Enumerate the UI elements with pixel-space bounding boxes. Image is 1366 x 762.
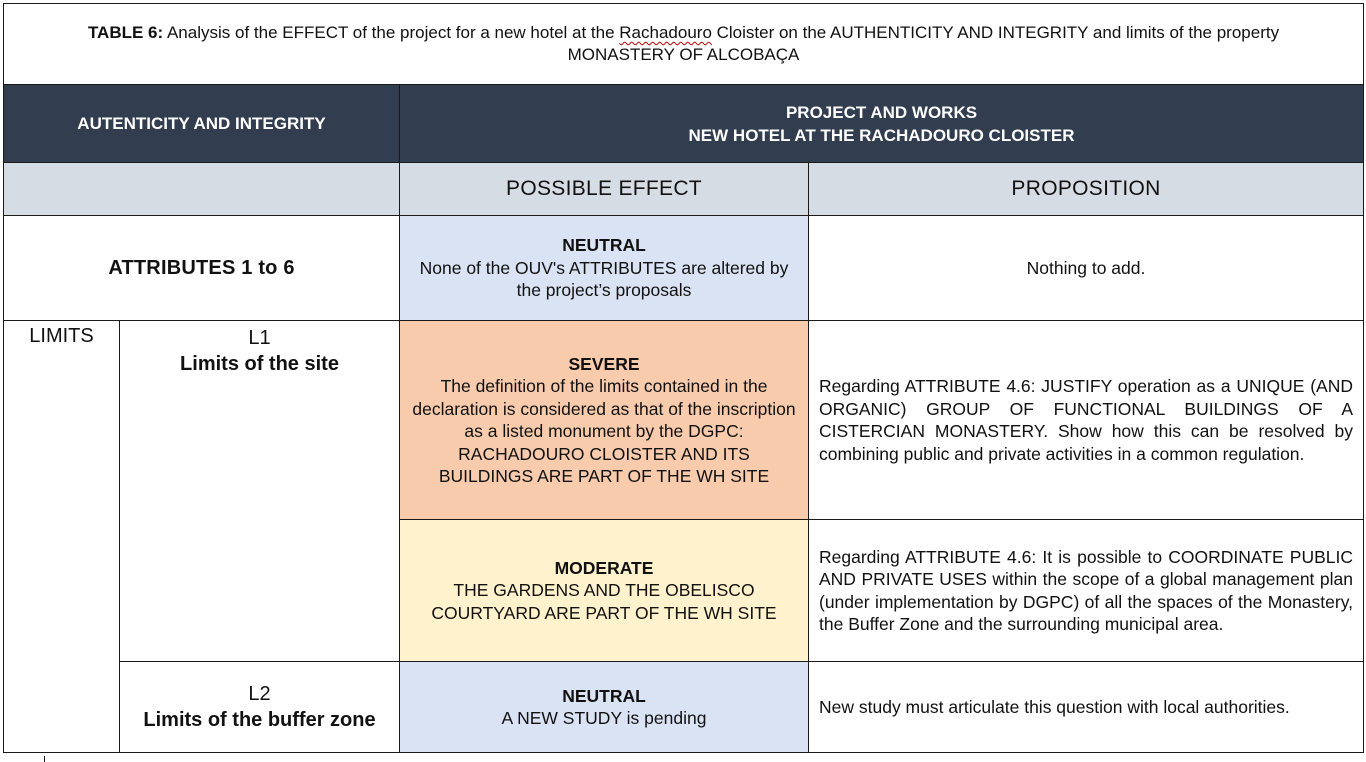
- title-row: [4, 4, 1364, 85]
- effect-level-severe: SEVERE: [568, 353, 640, 374]
- header-project-line2: NEW HOTEL AT THE RACHADOURO CLOISTER: [688, 125, 1075, 145]
- l1-severe-effect-text: The definition of the limits contained in the declaration is considered as that of the inscription as a listed monument by the DGPC: RACHADOURO CLOISTER AND ITS BUILDINGS ARE PART OF THE WH SITE: [412, 376, 796, 486]
- effect-analysis-table: [3, 3, 1364, 753]
- subheader-proposition: PROPOSITION: [809, 163, 1364, 216]
- attributes-effect-cell: [400, 216, 809, 321]
- page-edge-mark: [44, 756, 45, 762]
- l1-moderate-proposition: Regarding ATTRIBUTE 4.6: It is possible to COORDINATE PUBLIC AND PRIVATE USES within the scope of a global management plan (under implementation by DGPC) of all the spaces of the Monastery, the Buffer Zone and the surrounding municipal area.: [809, 520, 1364, 662]
- l2-effect-cell: [400, 662, 809, 753]
- l1-label: [120, 321, 400, 662]
- subheader-row: [4, 163, 1364, 216]
- header-authenticity: AUTENTICITY AND INTEGRITY: [4, 85, 400, 163]
- l1-severe-proposition: Regarding ATTRIBUTE 4.6: JUSTIFY operation as a UNIQUE (AND ORGANIC) GROUP OF FUNCTIONAL BUILDINGS OF A CISTERCIAN MONASTERY. Show how this can be resolved by combining public and private activities in a common regulation.: [809, 321, 1364, 520]
- l2-label: [120, 662, 400, 753]
- l1-moderate-effect-cell: [400, 520, 809, 662]
- table-row-attributes: [4, 216, 1364, 321]
- l1-severe-effect-cell: [400, 321, 809, 520]
- limits-label: LIMITS: [4, 321, 120, 753]
- l2-proposition: New study must articulate this question with local authorities.: [809, 662, 1364, 753]
- attributes-label: ATTRIBUTES 1 to 6: [4, 216, 400, 321]
- header-project: [400, 85, 1364, 163]
- l2-name: Limits of the buffer zone: [143, 709, 376, 731]
- l1-moderate-effect-text: THE GARDENS AND THE OBELISCO COURTYARD ARE PART OF THE WH SITE: [431, 580, 777, 623]
- subheader-empty: [4, 163, 400, 216]
- l2-effect-text: A NEW STUDY is pending: [501, 708, 707, 728]
- header-project-line1: PROJECT AND WORKS: [785, 102, 978, 122]
- title-text-after: Cloister on the AUTHENTICITY AND INTEGRITY and limits of the property MONASTERY OF ALCOBAÇA: [567, 23, 1280, 64]
- l1-code: L1: [248, 327, 271, 349]
- table-title: [4, 4, 1364, 85]
- effect-level-neutral: NEUTRAL: [562, 685, 646, 706]
- l2-code: L2: [248, 683, 271, 705]
- l1-name: Limits of the site: [180, 353, 339, 375]
- title-text-before: Analysis of the EFFECT of the project for a new hotel at the: [163, 23, 620, 42]
- table-container: [3, 3, 1363, 753]
- table-row-l1-severe: [4, 321, 1364, 520]
- table-number: TABLE 6:: [87, 23, 164, 42]
- spellcheck-flagged-word[interactable]: Rachadouro: [619, 23, 712, 42]
- header-row: [4, 85, 1364, 163]
- attributes-effect-text: None of the OUV's ATTRIBUTES are altered by the project’s proposals: [419, 257, 789, 301]
- effect-level-neutral: NEUTRAL: [562, 235, 646, 256]
- table-row-l2: [4, 662, 1364, 753]
- attributes-proposition: Nothing to add.: [809, 216, 1364, 321]
- subheader-possible-effect: POSSIBLE EFFECT: [400, 163, 809, 216]
- effect-level-moderate: MODERATE: [554, 557, 654, 578]
